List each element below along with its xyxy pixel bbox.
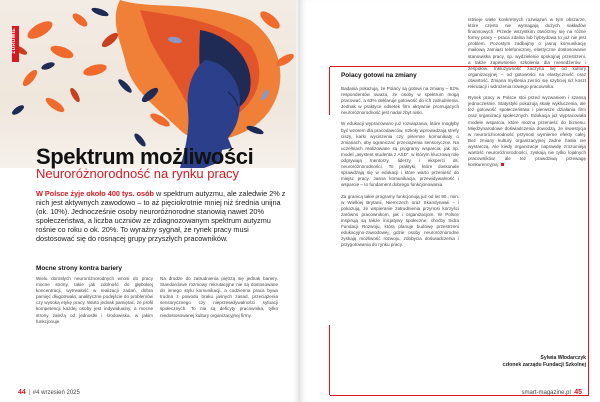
profile-illustration bbox=[0, 0, 296, 168]
site-label: smart-magazine.pl bbox=[521, 390, 571, 396]
right-column-1 bbox=[341, 86, 459, 253]
paragraph-text: Rynek pracy w Polsce stoi przed wyzwaniem i szansą jednocześnie. Statystyki pokazują skalę wykluczenia, ale też gotowość społeczeństwa i pierwsze działania firm oraz organizacji społecznych. Edukacja już wypracowała modele wsparcia, które można przenieść do biznesu. Międzynarodowe doświadczenia dowodzą, że inwestycja w neuroróżnorodność przynosi wymierne efekty całej. Bez zmiany kultury organizacyjnej żadne hasła nie wystarczą. Ale kiedy organizacje naprawdę zrozumieją wartość neuroróżnorodności, zyskają nie tylko lojalnych pracowników, ale też prawdziwą przewagę konkurencyjną. bbox=[468, 95, 586, 168]
folio-divider bbox=[29, 389, 30, 395]
paragraph: W edukacji wypracowano już rozwiązania, które mogłyby być wzorem dla pracodawców. Szkoły wprowadzają strefy ciszy, karki wyciszenia czy pisemne komunikaty o zmianach, aby ograniczać przeciążenia sensoryczne. Na uczelniach realizowane są programy wsparcia, jak np. model „asystent studenta z ASD”, w którym kluczową rolę odgrywają mentorzy, liderzy i eksperci ds. neuroróżnorodności. To praktyki, które doskonale sprawdzają się w edukacji i które warto przenieść do miejsc pracy. Jasna komunikacja, przewidywalność i wsparcie – to fundament dobrego funkcjonowania. bbox=[341, 121, 459, 188]
author-signature bbox=[468, 355, 586, 368]
left-column-1 bbox=[36, 276, 153, 330]
right-column-2 bbox=[468, 17, 586, 173]
section-heading-ready: Polacy gotowi na zmiany bbox=[341, 72, 417, 79]
author-role: członek zarządu Fundacji Szkolnej bbox=[502, 361, 586, 368]
section-tag bbox=[12, 26, 19, 62]
article-lead bbox=[36, 189, 288, 243]
section-tag-label: ZDROWIE bbox=[11, 28, 17, 54]
paragraph: Na drodze do zatrudnienia piętrzą się jednak bariery. Standardowe rozmowy rekrutacyjne nie są dostosowane do innego stylu komunikacji, a codzienna praca bywa trudna z powodu braku jasnych zasad, przeciążenia sensorycznego czy nieprzewidywalności sytuacji społecznych. To nie są deficyty pracownika, tylko niedostosowanej kultury organizacyjnej firmy. bbox=[160, 276, 278, 318]
article-subheadline: Neuroróżnorodność na rynku pracy bbox=[36, 166, 240, 181]
paragraph: Istnieje wiele konkretnych rozwiązań w tym obszarze, które często nie wymagają dużych nakładów finansowych. Przede wszystkim otwórzmy się na różne formy pracy – praca zdalna lub hybrydowa to już nie jest problem. Pozostym zadbajmy o jasną komunikację mailową zamiast telefonicznej, elastyczne dostosowanie stanowiska pracy, np. wydzielenie spokojnej przestrzeni, a także zapewnienie szkolenia dla menedżerów i zespołów. Inkluzywność zaczyna się od kultury organizacyjnej – od gotowości na elastyczność oraz otwartość. Zmiana myślenia zwróci się szybciej niż koszt rekrutacji i wdrożenia nowego pracownika. bbox=[468, 17, 586, 90]
issue-label: #4 wrzesień 2025 bbox=[32, 390, 80, 396]
paragraph: Badania pokazują, że Polacy są gotowi na zmiany – 62% respondentów uważa, że osoby w spektrum mogą pracować, a 63% deklaruje gotowość do ich zatrudnienia. Jednak w praktyce odsetek firm aktywnie promujących neuroróżnorodność jest nadal zbyt niski. bbox=[341, 86, 459, 116]
paragraph: Za granicą takie programy funkcjonują już od lat 90., min. w Wielkiej Brytanii, Niemczech oraz Skandynawii – i pokazują, że wspieranie zatrudnienia przynosi korzyści zarówno pracownikom, jak i organizacjom. W Polsce inspirują są także inicjatywy społeczne, choćby Sidra Fundacji Rozwoju, która planuje budowę przestrzeni edukacyjno-zawodowej, gdzie osoby neuroróżnorodne zyskają możliwość rozwoju, zdobycia doświadczenia i przygotowania do rynku pracy. bbox=[341, 193, 459, 248]
lead-highlight: W Polsce żyje około 400 tys. osób bbox=[36, 189, 155, 198]
article-headline: Spektrum możliwości bbox=[36, 144, 254, 169]
author-name: Sylwia Włodarczyk bbox=[540, 355, 586, 361]
page-number-left: 44 bbox=[18, 389, 26, 396]
left-column-2 bbox=[160, 276, 278, 324]
hero-illustration bbox=[0, 0, 296, 168]
folio-right bbox=[522, 389, 583, 396]
lead-text: w spektrum autyzmu, ale zaledwie 2% z nich jest aktywnych zawodowo – to aż pięciokrotnie mniej niż średnia unijna (ok. 10%). Jednocześnie osoby neuroróżnorodne stanowią nawet 20% społeczeństwa, a liczba uczniów ze zdiagnozowanym spektrum autyzmu rośnie co roku o ok. 20%. To wyraźny sygnał, że rynek pracy musi dostosować się do rosnącej grupy przyszłych pracowników. bbox=[36, 189, 286, 243]
folio-left bbox=[18, 389, 80, 396]
end-mark-icon bbox=[501, 163, 504, 166]
paragraph: Wielu dorosłych neuroróżnorodnych wnosi do pracy mocne strony, takie jak zdolność do głębokiej koncentracji, wytrwałość w realizacji zadań, dobra pamięć długotrwała, analityczne podejście do problemów czy wysoką etykę pracy. Warto jednak pamiętać, że profil kompetencji każdej osoby jest indywidualny, a mocne strony zależą od jednostki i środowiska, w jakim funkcjonuje. bbox=[36, 276, 153, 324]
page-number-right: 45 bbox=[574, 389, 582, 396]
paragraph bbox=[468, 95, 586, 168]
section-heading-strengths: Mocne strony kontra bariery bbox=[36, 265, 122, 272]
